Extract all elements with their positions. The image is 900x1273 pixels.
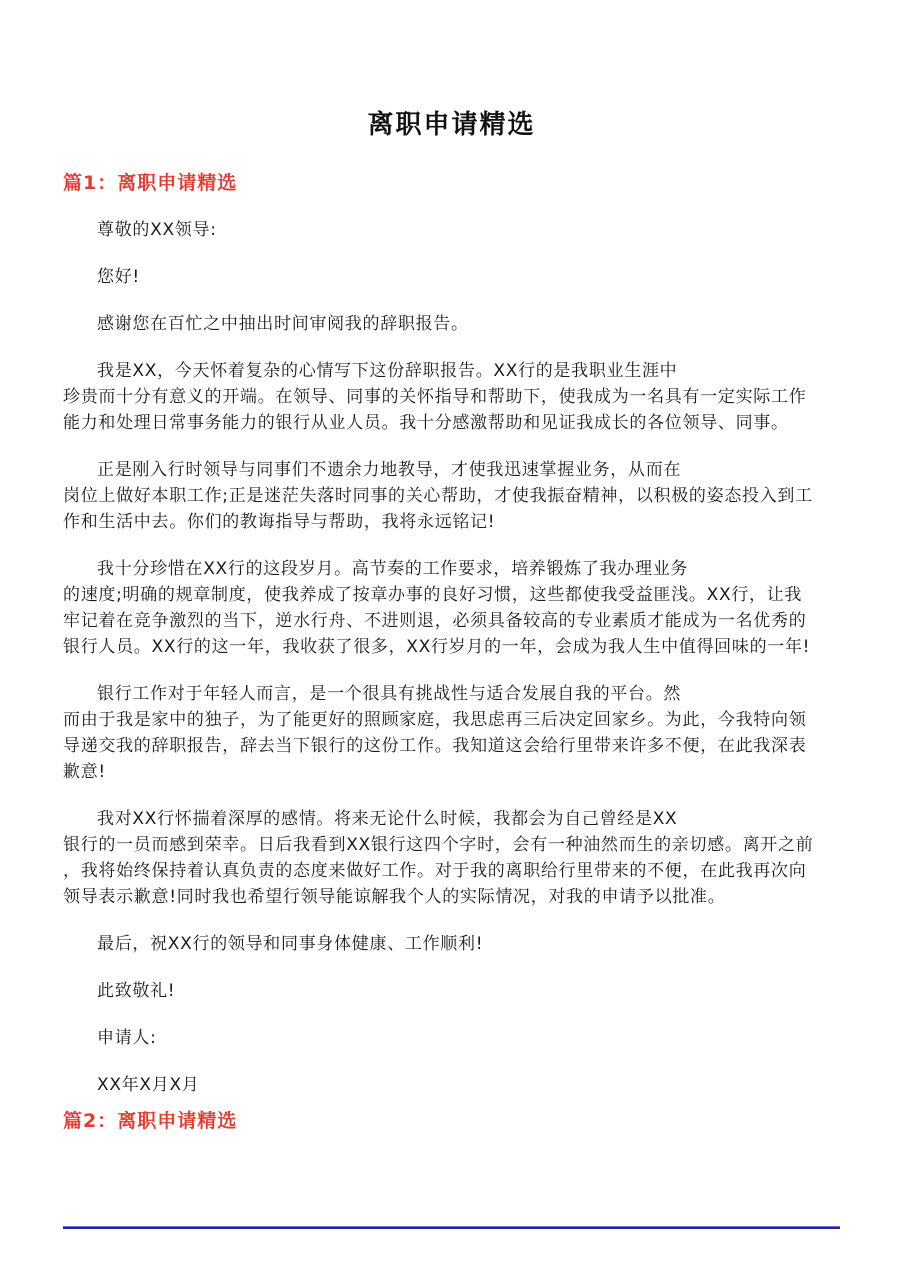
paragraph (63, 978, 840, 1004)
paragraph (63, 264, 840, 290)
text-line: 银行工作对于年轻人而言，是一个很具有挑战性与适合发展自我的平台。然 (97, 684, 682, 704)
text-line: 作和生活中去。你们的教诲指导与帮助，我将永远铭记! (63, 512, 496, 532)
text-line: 领导表示歉意!同时我也希望行领导能谅解我个人的实际情况，对我的申请予以批准。 (63, 887, 726, 907)
text-line: 申请人: (97, 1028, 157, 1048)
paragraph (63, 556, 840, 660)
text-line: 我是XX，今天怀着复杂的心情写下这份辞职报告。XX行的是我职业生涯中 (97, 361, 678, 381)
text-line: 尊敬的XX领导: (97, 220, 217, 240)
paragraph (63, 1025, 840, 1051)
text-line: 能力和处理日常事务能力的银行从业人员。我十分感激帮助和见证我成长的各位领导、同事。 (63, 413, 789, 433)
document-body (63, 170, 840, 1134)
text-line: 感谢您在百忙之中抽出时间审阅我的辞职报告。 (97, 314, 469, 334)
footer-divider (63, 1226, 840, 1229)
paragraph (63, 311, 840, 337)
paragraph (63, 457, 840, 535)
text-line: 银行人员。XX行的这一年，我收获了很多，XX行岁月的一年，会成为我人生中值得回味的一年! (63, 637, 811, 657)
text-line: XX年X月X月 (97, 1075, 200, 1095)
text-line: 最后，祝XX行的领导和同事身体健康、工作顺利! (97, 934, 484, 954)
paragraph (63, 217, 840, 243)
section-heading: 篇2：离职申请精选 (63, 1110, 238, 1132)
text-line: 导递交我的辞职报告，辞去当下银行的这份工作。我知道这会给行里带来许多不便，在此我深表 (63, 736, 807, 756)
text-line: 歉意! (63, 762, 106, 782)
text-line: 的速度;明确的规章制度，使我养成了按章办事的良好习惯，这些都使我受益匪浅。XX行，让我 (63, 585, 803, 605)
text-line: 正是刚入行时领导与同事们不遗余力地教导，才使我迅速掌握业务，从而在 (97, 460, 682, 480)
text-line: 而由于我是家中的独子，为了能更好的照顾家庭，我思虑再三后决定回家乡。为此，今我特向领 (63, 710, 807, 730)
paragraph (63, 681, 840, 785)
text-line: 岗位上做好本职工作;正是迷茫失落时同事的关心帮助，才使我振奋精神，以积极的姿态投入到工 (63, 486, 813, 506)
text-line: 牢记着在竞争激烈的当下，逆水行舟、不进则退，必须具备较高的专业素质才能成为一名优秀的 (63, 611, 807, 631)
paragraph (63, 931, 840, 957)
text-line: 我对XX行怀揣着深厚的感情。将来无论什么时候，我都会为自己曾经是XX (97, 809, 678, 829)
paragraph (63, 806, 840, 910)
paragraph (63, 358, 840, 436)
text-line: 此致敬礼! (97, 981, 176, 1001)
text-line: ，我将始终保持着认真负责的态度来做好工作。对于我的离职给行里带来的不便，在此我再次向 (63, 861, 807, 881)
document-title: 离职申请精选 (367, 110, 536, 140)
text-line: 珍贵而十分有意义的开端。在领导、同事的关怀指导和帮助下，使我成为一名具有一定实际工作 (63, 387, 807, 407)
text-line: 您好! (97, 267, 140, 287)
paragraph (63, 1072, 840, 1098)
section-heading: 篇1：离职申请精选 (63, 172, 238, 194)
text-line: 银行的一员而感到荣幸。日后我看到XX银行这四个字时，会有一种油然而生的亲切感。离开之前 (63, 835, 814, 855)
text-line: 我十分珍惜在XX行的这段岁月。高节奏的工作要求，培养锻炼了我办理业务 (97, 559, 689, 579)
